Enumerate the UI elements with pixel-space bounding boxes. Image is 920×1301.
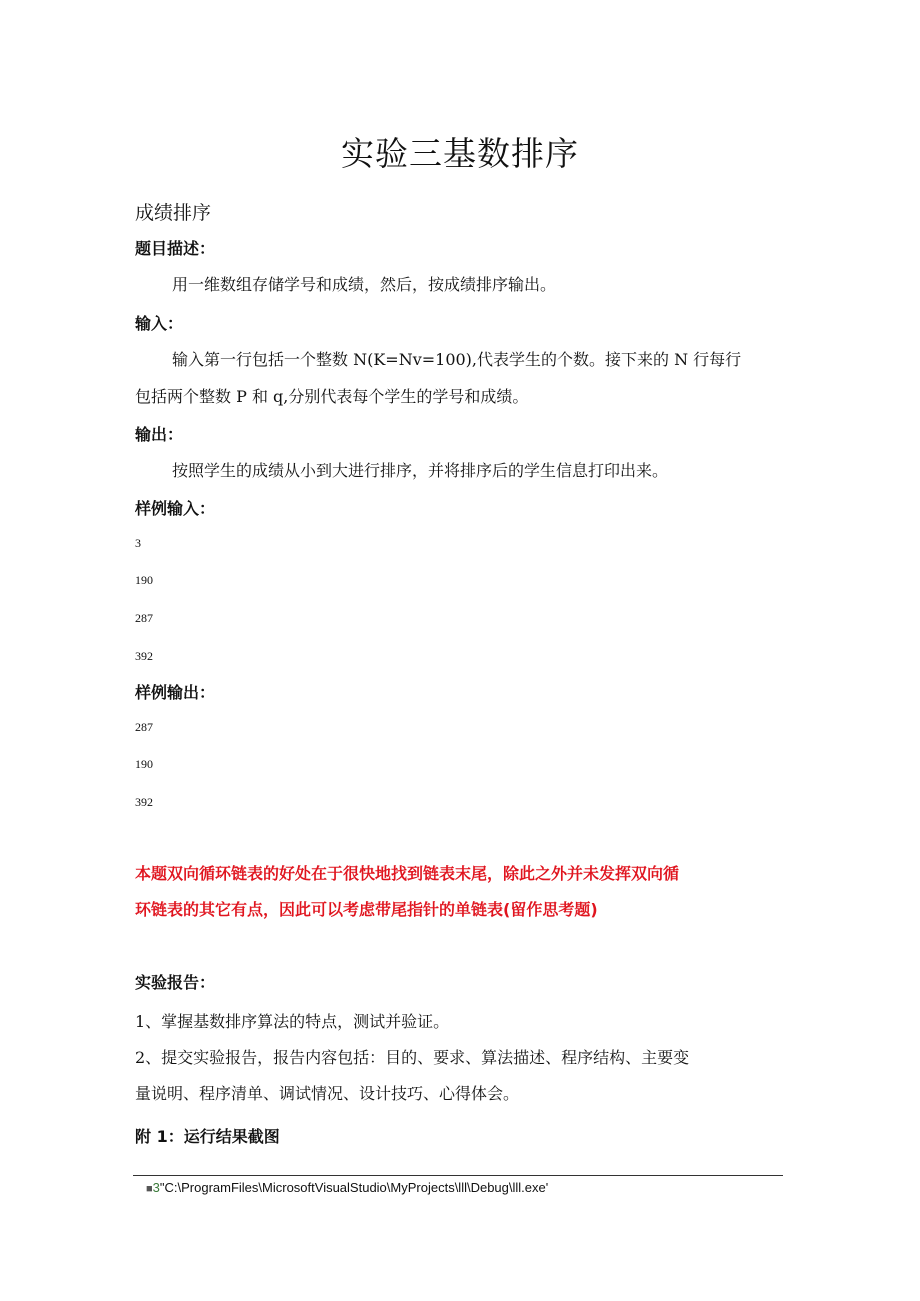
console-number: 3 [152, 1180, 160, 1195]
sample-input-heading: 样例输入： [135, 499, 216, 518]
console-path: "C:\ProgramFiles\MicrosoftVisualStudio\MyProjects\lll\Debug\lll.exe' [159, 1180, 549, 1195]
report-heading: 实验报告： [135, 973, 216, 992]
sample-output-heading: 样例输出： [135, 683, 216, 702]
input-text-line-1: 输入第一行包括一个整数 N(K=Nv=100),代表学生的个数。接下来的 N 行每行 [172, 350, 742, 369]
report-item-2-line-2: 量说明、程序清单、调试情况、设计技巧、心得体会。 [135, 1084, 520, 1103]
input-text-line-2: 包括两个整数 P 和 q,分别代表每个学生的学号和成绩。 [135, 387, 529, 406]
output-text: 按照学生的成绩从小到大进行排序，并将排序后的学生信息打印出来。 [172, 461, 669, 480]
page-title: 实验三基数排序 [341, 134, 579, 173]
input-heading: 输入： [135, 314, 184, 333]
sample-input-line: 3 [135, 536, 141, 550]
sample-output-line: 190 [135, 757, 153, 771]
appendix-heading: 附 1：运行结果截图 [135, 1127, 280, 1146]
sample-input-line: 287 [135, 611, 153, 625]
note-line-2: 环链表的其它有点，因此可以考虑带尾指针的单链表(留作思考题) [135, 900, 598, 919]
console-window-icon: ■ [146, 1183, 153, 1195]
report-item-1: 1、掌握基数排序算法的特点，测试并验证。 [135, 1012, 450, 1031]
description-heading: 题目描述： [135, 239, 216, 258]
sample-input-line: 190 [135, 573, 153, 587]
sample-output-line: 392 [135, 795, 153, 809]
description-text: 用一维数组存储学号和成绩，然后，按成绩排序输出。 [172, 275, 557, 294]
console-title-bar [146, 1180, 548, 1195]
note-line-1: 本题双向循环链表的好处在于很快地找到链表末尾，除此之外并未发挥双向循 [135, 864, 680, 883]
divider [133, 1175, 783, 1176]
sample-output-line: 287 [135, 720, 153, 734]
section-title: 成绩排序 [135, 202, 212, 224]
output-heading: 输出： [135, 425, 184, 444]
sample-input-line: 392 [135, 649, 153, 663]
report-item-2-line-1: 2、提交实验报告，报告内容包括：目的、要求、算法描述、程序结构、主要变 [135, 1048, 690, 1067]
